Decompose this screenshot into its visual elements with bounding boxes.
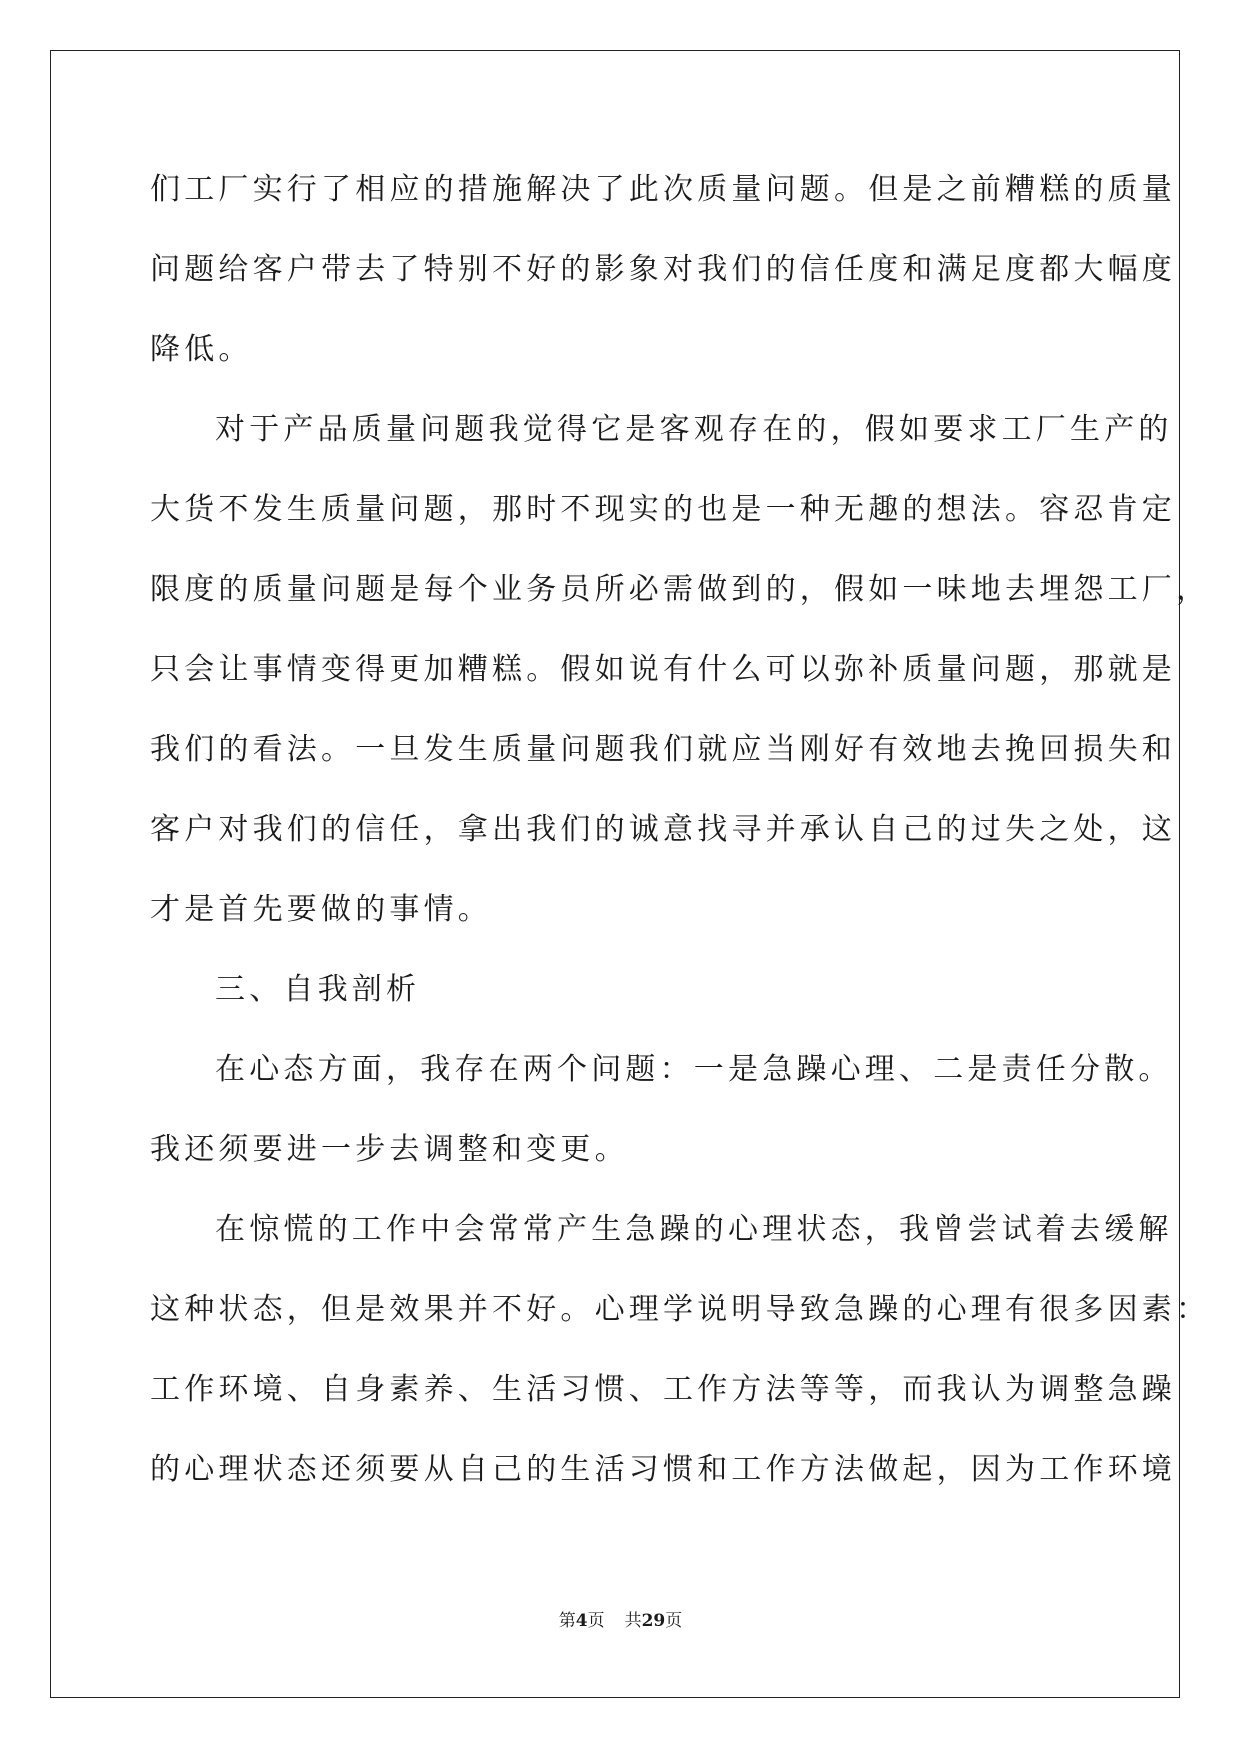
page-suffix: 页 bbox=[587, 1611, 605, 1631]
text-line: 我还须要进一步去调整和变更。 bbox=[150, 1132, 629, 1167]
text-line: 问题给客户带去了特别不好的影象对我们的信任度和满足度都大幅度 bbox=[150, 252, 1176, 287]
text-line: 的心理状态还须要从自己的生活习惯和工作方法做起，因为工作环境 bbox=[150, 1452, 1176, 1487]
text-line: 大货不发生质量问题，那时不现实的也是一种无趣的想法。容忍肯定 bbox=[150, 492, 1176, 527]
text-line: 我们的看法。一旦发生质量问题我们就应当刚好有效地去挽回损失和 bbox=[150, 732, 1176, 767]
paragraph-start-line: 对于产品质量问题我觉得它是客观存在的，假如要求工厂生产的 bbox=[215, 412, 1173, 447]
text-line: 们工厂实行了相应的措施解决了此次质量问题。但是之前糟糕的质量 bbox=[150, 172, 1176, 207]
total-page-number: 29 bbox=[641, 1611, 666, 1631]
text-line: 工作环境、自身素养、生活习惯、工作方法等等，而我认为调整急躁 bbox=[150, 1372, 1176, 1407]
text-line: 降低。 bbox=[150, 332, 253, 367]
current-page-number: 4 bbox=[575, 1611, 588, 1631]
paragraph-start-line: 在心态方面，我存在两个问题：一是急躁心理、二是责任分散。 bbox=[215, 1052, 1173, 1087]
section-heading: 三、自我剖析 bbox=[215, 972, 421, 1007]
total-prefix: 共 bbox=[624, 1611, 642, 1631]
paragraph-start-line: 在惊慌的工作中会常常产生急躁的心理状态，我曾尝试着去缓解 bbox=[215, 1212, 1173, 1247]
text-line: 这种状态，但是效果并不好。心理学说明导致急躁的心理有很多因素： bbox=[150, 1292, 1211, 1327]
page-prefix: 第 bbox=[558, 1611, 576, 1631]
document-body bbox=[150, 160, 1211, 1520]
text-line: 才是首先要做的事情。 bbox=[150, 892, 492, 927]
text-line: 客户对我们的信任，拿出我们的诚意找寻并承认自己的过失之处，这 bbox=[150, 812, 1176, 847]
text-line: 限度的质量问题是每个业务员所必需做到的，假如一味地去埋怨工厂， bbox=[150, 572, 1211, 607]
total-suffix: 页 bbox=[665, 1611, 683, 1631]
text-line: 只会让事情变得更加糟糕。假如说有什么可以弥补质量问题，那就是 bbox=[150, 652, 1176, 687]
page-footer bbox=[0, 1606, 1241, 1631]
